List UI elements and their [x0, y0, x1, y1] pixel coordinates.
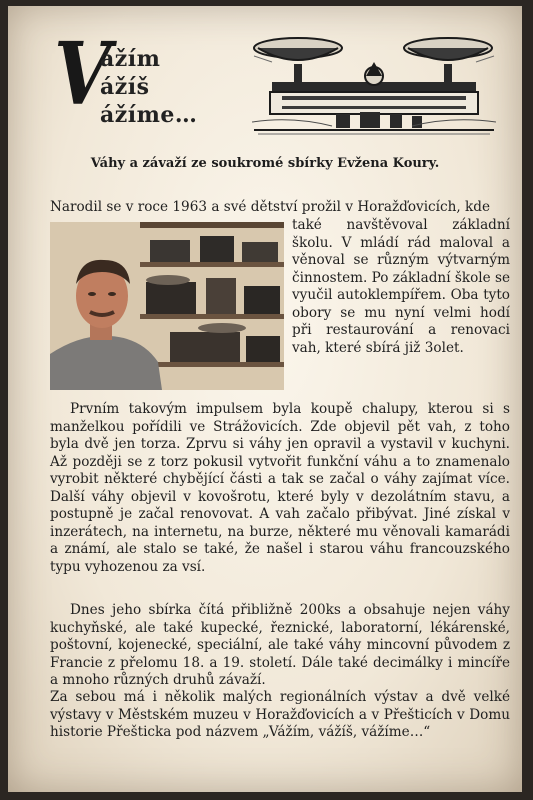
paragraph-1-lead: Narodil se v roce 1963 a své dětství prožil v Horažďovicích, kde [50, 199, 490, 215]
balance-scale-icon [252, 26, 496, 138]
paragraph-2 [50, 401, 510, 576]
paragraph-3-text: Dnes jeho sbírka čítá přibližně 200ks a obsahuje nejen váhy kuchyňské, ale také kupecké, řeznické, laboratorní, lékárenské, poštovní, kojenecké, speciální, ale také váhy mincovní původem z Francie z přelomu 18. a 19. století. Dále také decimálky i mincíře a mnoho různých druhů závaží. [50, 602, 510, 688]
title-initial: V [54, 24, 111, 125]
title-line-2: ážíš [100, 74, 150, 100]
paragraph-2-text: Prvním takovým impulsem byla koupě chalupy, kterou si s manželkou pořídili ve Strážovicích. Zde objevil pět vah, z toho byla dvě jen torza. Zprvu si váhy jen opravil a vystavil v kuchyni. Až později se z torz pokusil vytvořit funkční váhu a to znamenalo vyrobit některé chybějící části a tak se začal o váhy zajímat více. Další váhy objevil v kovošrotu, které byly v dezolátním stavu, a postupně je začal renovovat. A vah začalo přibývat. Jiné získal v inzerátech, na internetu, na burze, některé mu věnovali kamarádi a známí, ale stalo se také, že našel i starou váhu francouzského typu vyhozenou za vsí. [50, 401, 510, 575]
title-block [54, 24, 254, 132]
poster-page [8, 6, 522, 792]
paragraph-4: Za sebou má i několik malých regionálních výstav a dvě velké výstavy v Městském muzeu v Horažďovicích a v Přešticích v Domu historie Přešticka pod názvem „Vážím, vážíš, vážíme…“ [50, 689, 510, 740]
title-line-3: ážíme… [100, 102, 198, 128]
paragraph-1-wrapped: také navštěvoval základní školu. V mládí rád maloval a věnoval se různým výtvarným činnostem. Po základní škole se vyučil autoklempířem. Oba tyto obory se mu nyní velmi hodí při restaurování a renovaci vah, které sbírá již 3olet. [292, 217, 510, 356]
portrait-photo-icon [50, 222, 284, 390]
paragraph-3 [50, 602, 510, 690]
title-line-1: ážím [100, 46, 161, 72]
subtitle: Váhy a závaží ze soukromé sbírky Evžena Koury. [90, 156, 440, 171]
